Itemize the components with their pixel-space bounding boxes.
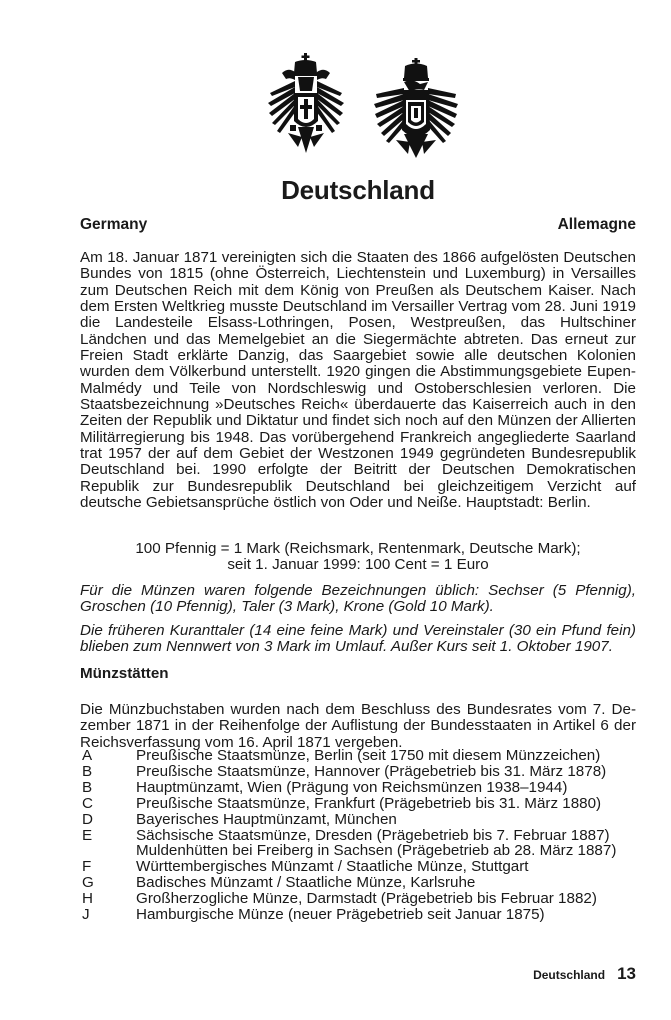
currency-line-1: 100 Pfennig = 1 Mark (Reichsmark, Rentenmark, Deutsche Mark); — [135, 540, 581, 557]
page-footer — [533, 964, 636, 984]
mint-letter: A — [82, 747, 93, 764]
mint-description: Sächsische Staatsmünze, Dresden (Prägebetrieb bis 7. Februar 1887) — [136, 826, 610, 844]
mint-description: Hamburgische Münze (neuer Prägebetrieb seit Januar 1875) — [136, 906, 545, 924]
emblems — [80, 50, 636, 162]
mint-row — [80, 891, 636, 907]
page-number: 13 — [617, 964, 636, 983]
mint-description: Preußische Staatsmünze, Berlin (seit 1750 mit diesem Münzzeichen) — [136, 747, 601, 764]
history-paragraph: Am 18. Januar 1871 vereinigten sich die Staaten des 1866 aufgelösten Deutschen Bundes von 1815 (ohne Österreich, Liechtenstein und Luxemburg) in Versailles zum Deutschen Reich mit dem König von Preußen als Deutschem Kaiser. Nach dem Ersten Weltkrieg musste Deutschland im Versailler Vertrag vom 28. Juni 1919 die Landesteile Elsass-Lothringen, Posen, Westpreußen, das Hultschiner Ländchen und das Memelgebiet an die Siegermächte abtreten. Das erneut zur Freien Stadt erklärte Danzig, das Saargebiet sowie alle deutschen Kolonien wurden dem Völkerbund unterstellt. 1920 gingen die Abstimmungsgebiete Eupen-Malmédy und Teile von Nordschleswig und Ostoberschlesien verloren. Die Staatsbezeichnung »Deutsches Reich« überdauerte das Kaiserreich auch in den Zeiten der Republik und Diktatur und findet sich noch auf den Münzen der Allierten Militärregierung bis 1948. Das vorübergehend Frankreich angegliederte Saarland trat 1957 der auf dem Gebiet der Westzonen 1949 gegründeten Bundesrepublik Deutschland bei. 1990 erfolgte der Beitritt der Deutschen Demokratischen Republik zur Bundesrepublik Deutschland bei gleichzeitigem Verzicht auf deutsche Gebietsansprüche östlich von Oder und Neiße. Hauptstadt: Berlin. — [80, 249, 636, 512]
mint-letter: F — [82, 858, 92, 876]
mint-row — [80, 875, 636, 891]
mint-row — [80, 780, 636, 796]
page-title: Deutschland — [281, 175, 435, 205]
kuranttaler-note: Die früheren Kuranttaler (14 eine feine Mark) und Vereinstaler (30 ein Pfund fein) blieben zum Nennwert von 3 Mark im Umlauf. Außer Kurs seit 1. Oktober 1907. — [80, 622, 636, 656]
mint-letter: D — [82, 810, 93, 828]
mint-letter: B — [82, 762, 93, 780]
french-name: Allemagne — [557, 216, 636, 233]
mint-letter: C — [82, 794, 93, 812]
mint-row — [80, 859, 636, 875]
mint-row — [80, 796, 636, 812]
mint-description: Württembergisches Münzamt / Staatliche Münze, Stuttgart — [136, 858, 529, 876]
imperial-eagle-1871-icon — [268, 53, 344, 159]
coin-names-note: Für die Münzen waren folgende Bezeichnungen üblich: Sechser (5 Pfennig), Groschen (10 Pfennig), Taler (3 Mark), Krone (Gold 10 Mark). — [80, 582, 636, 616]
mint-letter: G — [82, 874, 94, 892]
mints-intro-paragraph: Die Münzbuchstaben wurden nach dem Beschluss des Bundesrates vom 7. Dezember 1871 in der Reihenfolge der Auflistung der Bundesstaaten in Artikel 6 der Reichsverfassung vom 16. April 1871 vergeben. — [80, 701, 636, 751]
english-name: Germany — [80, 216, 148, 233]
mint-row — [80, 812, 636, 828]
mint-row — [80, 764, 636, 780]
imperial-eagle-1889-icon — [374, 58, 458, 160]
mint-letter: J — [82, 906, 90, 924]
running-footer-title: Deutschland — [533, 968, 606, 982]
mints-heading: Münzstätten — [80, 665, 169, 682]
mint-description: Großherzogliche Münze, Darmstadt (Prägebetrieb bis Februar 1882) — [136, 890, 597, 908]
currency-line-2: seit 1. Januar 1999: 100 Cent = 1 Euro — [227, 556, 489, 574]
mint-description: Badisches Münzamt / Staatliche Münze, Karlsruhe — [136, 874, 476, 892]
mint-letter: B — [82, 778, 93, 796]
currency-block — [80, 541, 636, 574]
translations-row — [80, 215, 636, 235]
mint-list — [80, 748, 636, 923]
mint-row — [80, 843, 636, 859]
mint-letter — [80, 843, 136, 859]
mint-row — [80, 828, 636, 844]
mint-description: Hauptmünzamt, Wien (Prägung von Reichsmünzen 1938–1944) — [136, 778, 568, 796]
mint-letter: E — [82, 826, 93, 844]
mint-letter: H — [82, 890, 93, 908]
mint-row — [80, 748, 636, 764]
mint-description: Preußische Staatsmünze, Hannover (Prägebetrieb bis 31. März 1878) — [136, 762, 607, 780]
mint-description: Bayerisches Hauptmünzamt, München — [136, 810, 397, 828]
mint-description: Preußische Staatsmünze, Frankfurt (Prägebetrieb bis 31. März 1880) — [136, 794, 602, 812]
mint-description: Muldenhütten bei Freiberg in Sachsen (Prägebetrieb ab 28. März 1887) — [136, 842, 617, 860]
mint-row — [80, 907, 636, 923]
